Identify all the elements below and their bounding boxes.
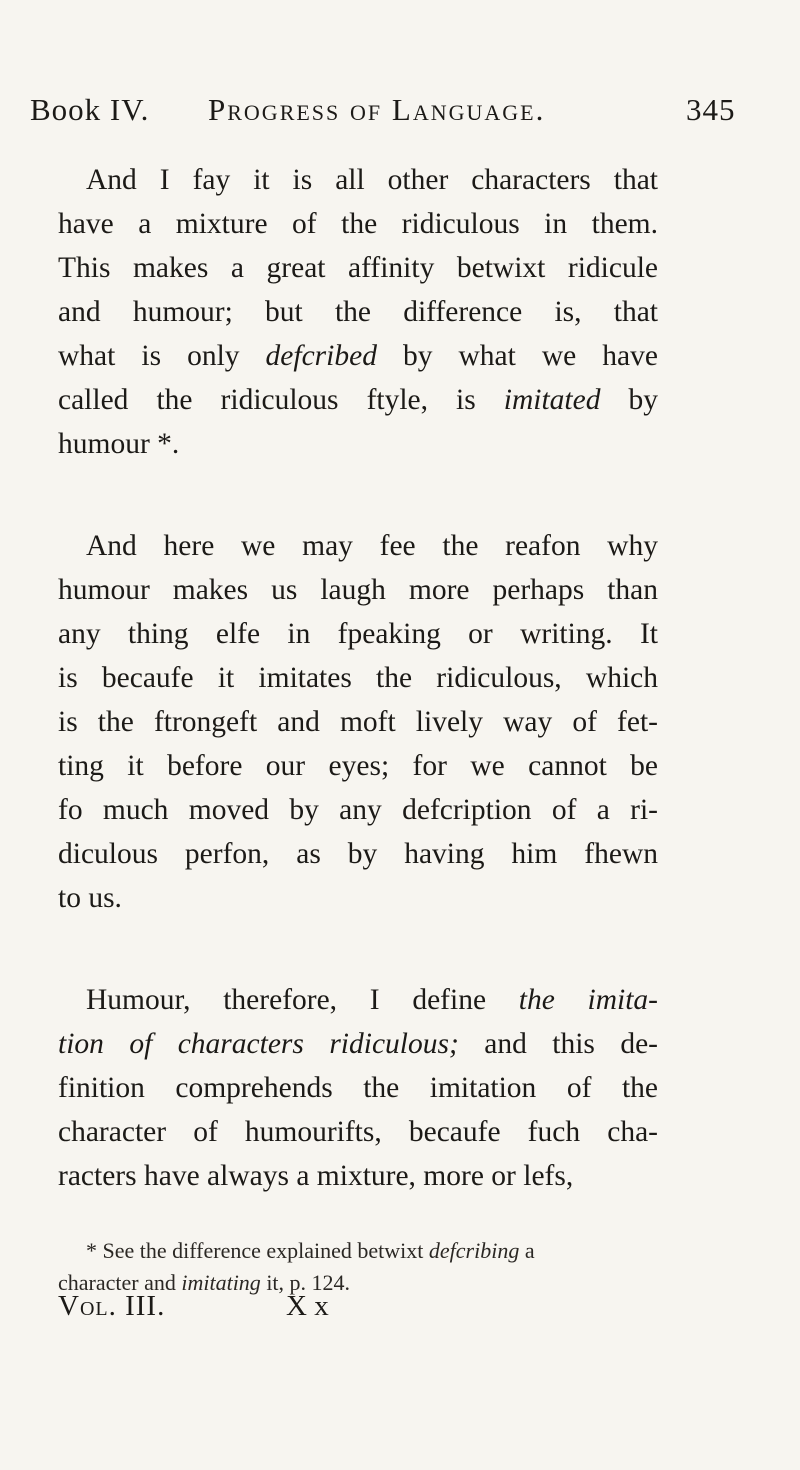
text-run: This makes a great affinity betwixt ridicule (58, 252, 658, 284)
text-line (58, 612, 658, 656)
text-line (58, 202, 658, 246)
text-line (58, 524, 658, 568)
text-line (58, 568, 658, 612)
text-run: and humour; but the difference is, that (58, 296, 658, 328)
text-run: racters have always a mixture, more or lefs, (58, 1160, 574, 1192)
running-head (30, 92, 750, 142)
paragraph-1 (58, 158, 658, 466)
text-line (58, 1110, 658, 1154)
signature-mark: X x (286, 1290, 329, 1322)
text-run: by what we have (376, 340, 658, 372)
text-run: diculous perfon, as by having him fhewn (58, 838, 658, 870)
text-run: is becaufe it imitates the ridiculous, which (58, 662, 658, 694)
text-line (58, 656, 658, 700)
text-run: is the ftrongeft and moft lively way of fet- (58, 706, 658, 738)
italic-text: imitated (503, 384, 601, 416)
text-line (58, 1235, 658, 1267)
book-label: Book IV. (30, 92, 150, 127)
text-run: fo much moved by any defcription of a ri- (58, 794, 658, 826)
text-run: a (519, 1238, 535, 1263)
text-run: called the ridiculous ftyle, is (58, 384, 504, 416)
text-run: it, p. 124. (260, 1270, 351, 1295)
volume-label: Vol. III. (58, 1290, 166, 1322)
text-run: what is only (58, 340, 266, 372)
italic-text: tion of characters ridiculous; (58, 1028, 459, 1060)
italic-text: the imita- (518, 984, 658, 1016)
paragraph-3 (58, 978, 658, 1198)
text-run: to us. (58, 882, 122, 914)
text-run: and this de- (458, 1028, 658, 1060)
text-line (58, 378, 658, 422)
text-run: finition comprehends the imitation of the (58, 1072, 658, 1104)
text-line (58, 158, 658, 202)
text-run: * See the difference explained betwixt (86, 1238, 429, 1263)
text-line (58, 246, 658, 290)
text-line (58, 334, 658, 378)
text-line (58, 1022, 658, 1066)
signature-line (58, 1290, 658, 1334)
text-line (58, 832, 658, 876)
text-run: And here we may fee the reafon why (86, 530, 658, 562)
text-run: And I fay it is all other characters that (86, 164, 658, 196)
text-run: character and (58, 1270, 182, 1295)
italic-text: defcribed (265, 340, 377, 372)
italic-text: imitating (181, 1270, 261, 1295)
page-number: 345 (686, 92, 736, 127)
text-run: humour *. (58, 428, 180, 460)
text-run: ting it before our eyes; for we cannot be (58, 750, 658, 782)
text-run: have a mixture of the ridiculous in them. (58, 208, 658, 240)
text-line (58, 1154, 658, 1198)
text-line (58, 1066, 658, 1110)
text-line (58, 744, 658, 788)
running-title: Progress of Language. (208, 92, 546, 127)
text-line (58, 290, 658, 334)
text-run: humour makes us laugh more perhaps than (58, 574, 658, 606)
text-line (58, 876, 658, 920)
text-line (58, 700, 658, 744)
text-line (58, 788, 658, 832)
text-run: any thing elfe in fpeaking or writing. It (58, 618, 658, 650)
paragraph-2 (58, 524, 658, 920)
text-line (58, 422, 658, 466)
text-run: by (600, 384, 659, 416)
italic-text: defcribing (428, 1238, 520, 1263)
text-run: character of humourifts, becaufe fuch cha- (58, 1116, 658, 1148)
text-line (58, 978, 658, 1022)
text-run: Humour, therefore, I define (86, 984, 519, 1016)
